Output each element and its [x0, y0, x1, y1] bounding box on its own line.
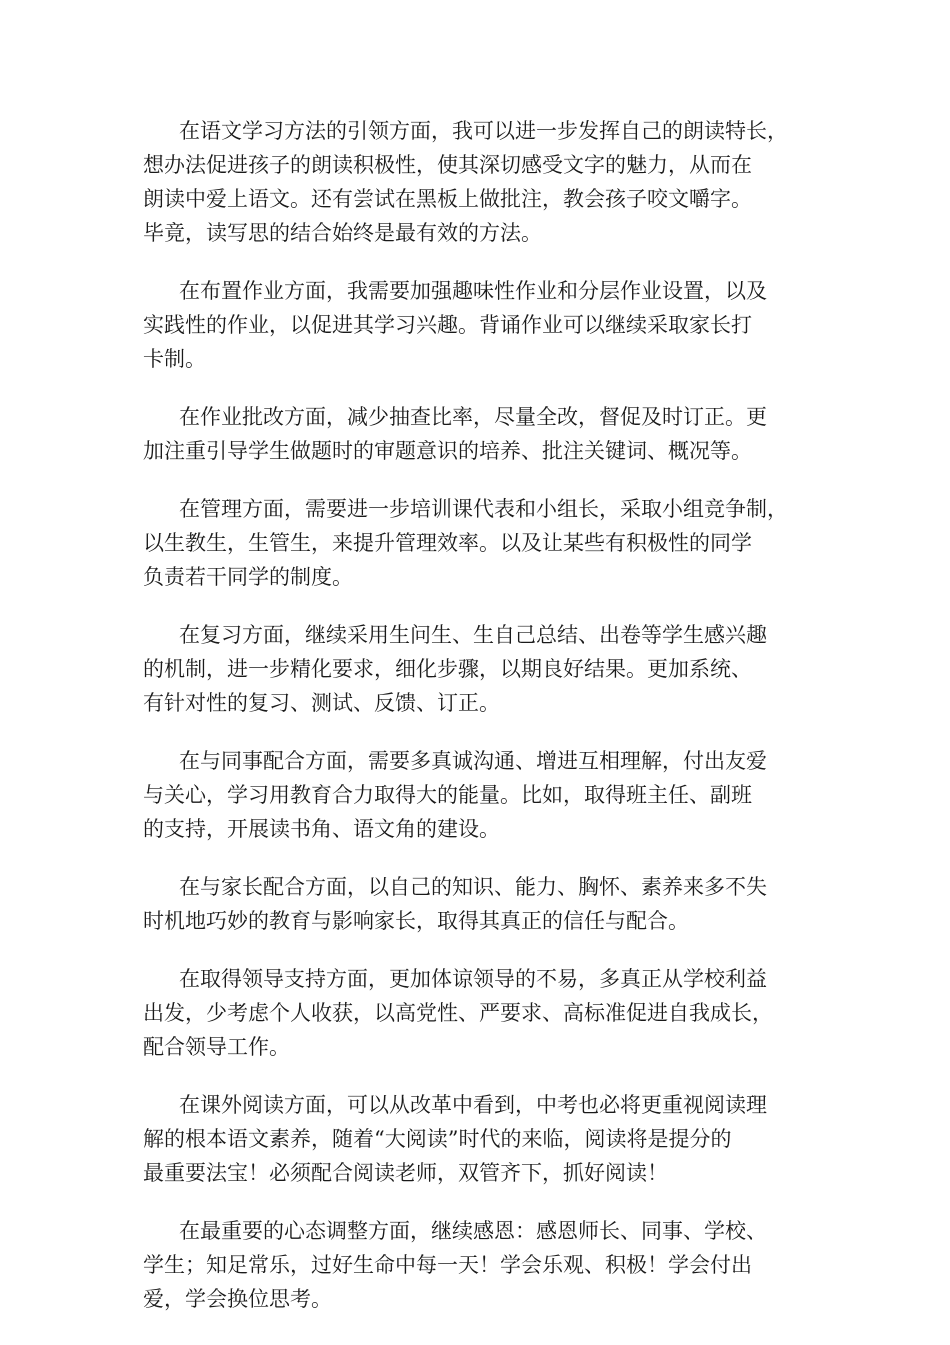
document-body	[143, 114, 788, 1340]
paragraph-leadership-support	[143, 962, 783, 1064]
paragraph-line: 的支持，开展读书角、语文角的建设。	[143, 817, 500, 841]
paragraph-line: 在最重要的心态调整方面，继续感恩：感恩师长、同事、学校、	[179, 1219, 767, 1243]
paragraph-line: 有针对性的复习、测试、反馈、订正。	[143, 691, 500, 715]
paragraph-review	[143, 618, 783, 720]
paragraph-reading-method	[143, 114, 788, 250]
paragraph-mindset-adjustment	[143, 1214, 783, 1316]
paragraph-line: 的机制，进一步精化要求，细化步骤，以期良好结果。更加系统、	[143, 657, 752, 681]
paragraph-management	[143, 492, 788, 594]
paragraph-line: 卡制。	[143, 347, 206, 371]
paragraph-line: 实践性的作业，以促进其学习兴趣。背诵作业可以继续采取家长打	[143, 313, 752, 337]
paragraph-line: 在语文学习方法的引领方面，我可以进一步发挥自己的朗读特长，	[179, 119, 788, 143]
paragraph-line: 朗读中爱上语文。还有尝试在黑板上做批注，教会孩子咬文嚼字。	[143, 187, 752, 211]
paragraph-parent-cooperation	[143, 870, 783, 938]
paragraph-colleague-cooperation	[143, 744, 783, 846]
paragraph-line: 学生；知足常乐，过好生命中每一天！学会乐观、积极！学会付出	[143, 1253, 752, 1277]
paragraph-line: 在课外阅读方面，可以从改革中看到，中考也必将更重视阅读理	[179, 1093, 767, 1117]
paragraph-extracurricular-reading	[143, 1088, 783, 1190]
paragraph-line: 最重要法宝！必须配合阅读老师，双管齐下，抓好阅读！	[143, 1161, 668, 1185]
paragraph-homework-correction	[143, 400, 783, 468]
paragraph-line: 在与家长配合方面，以自己的知识、能力、胸怀、素养来多不失	[179, 875, 767, 899]
paragraph-line: 在取得领导支持方面，更加体谅领导的不易，多真正从学校利益	[179, 967, 767, 991]
paragraph-line: 配合领导工作。	[143, 1035, 290, 1059]
paragraph-line: 以生教生，生管生，来提升管理效率。以及让某些有积极性的同学	[143, 531, 752, 555]
paragraph-line: 加注重引导学生做题时的审题意识的培养、批注关键词、概况等。	[143, 439, 752, 463]
paragraph-line: 与关心，学习用教育合力取得大的能量。比如，取得班主任、副班	[143, 783, 752, 807]
paragraph-line: 在复习方面，继续采用生问生、生自己总结、出卷等学生感兴趣	[179, 623, 767, 647]
paragraph-line: 在管理方面，需要进一步培训课代表和小组长，采取小组竞争制，	[179, 497, 788, 521]
paragraph-line: 在作业批改方面，减少抽查比率，尽量全改，督促及时订正。更	[179, 405, 767, 429]
paragraph-line: 爱，学会换位思考。	[143, 1287, 332, 1311]
paragraph-line: 时机地巧妙的教育与影响家长，取得其真正的信任与配合。	[143, 909, 689, 933]
paragraph-line: 在布置作业方面，我需要加强趣味性作业和分层作业设置，以及	[179, 279, 767, 303]
paragraph-line: 出发，少考虑个人收获，以高党性、严要求、高标准促进自我成长，	[143, 1001, 773, 1025]
paragraph-line: 负责若干同学的制度。	[143, 565, 353, 589]
paragraph-line: 解的根本语文素养，随着“大阅读”时代的来临，阅读将是提分的	[143, 1127, 732, 1151]
paragraph-line: 在与同事配合方面，需要多真诚沟通、增进互相理解，付出友爱	[179, 749, 767, 773]
paragraph-line: 想办法促进孩子的朗读积极性，使其深切感受文字的魅力，从而在	[143, 153, 752, 177]
paragraph-homework-assignment	[143, 274, 783, 376]
paragraph-line: 毕竟，读写思的结合始终是最有效的方法。	[143, 221, 542, 245]
